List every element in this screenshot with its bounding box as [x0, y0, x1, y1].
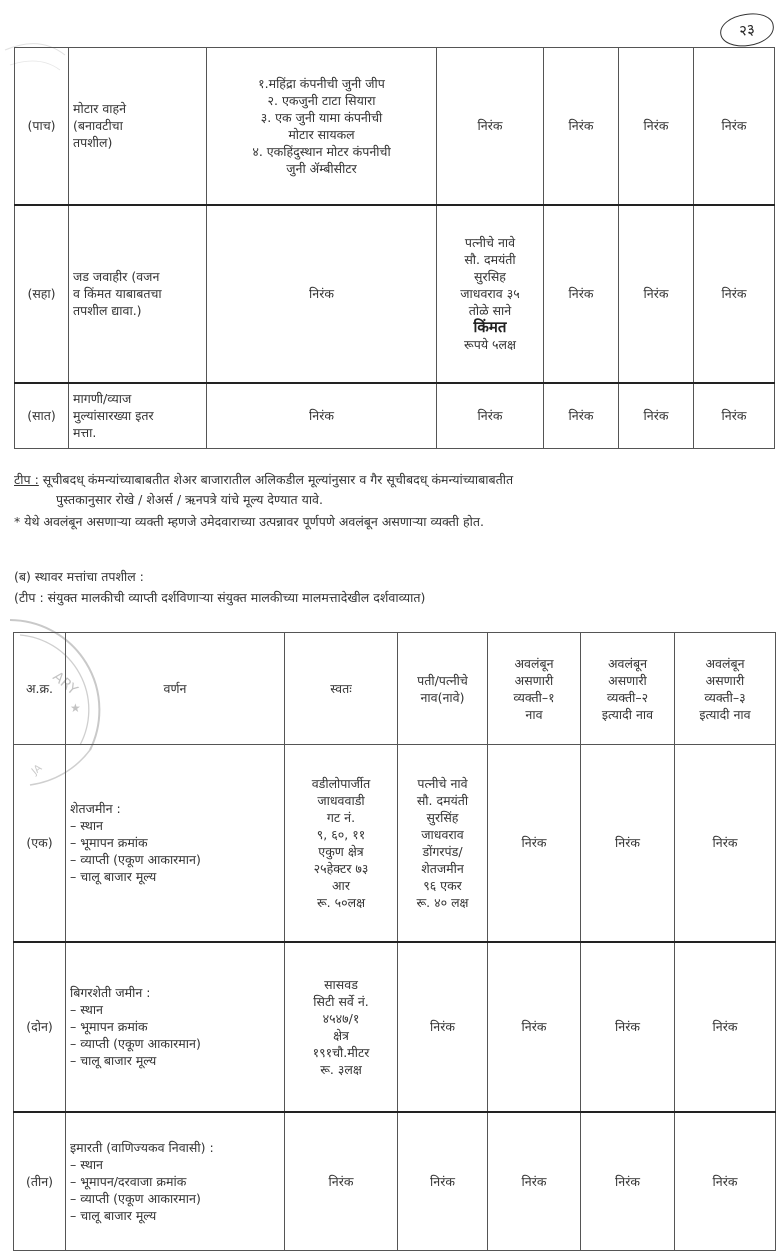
spouse-cell: पत्नीचे नावे सौ. दमयंती सुरसिंह जाधवराव डोंगरपंड/ शेतजमीन ९६ एकर रू. ४० लक्ष — [398, 745, 488, 942]
spouse-cell — [437, 205, 544, 383]
serial-cell: (सात) — [15, 383, 69, 449]
svg-text:JA: JA — [29, 762, 45, 778]
dependent2-cell: निरंक — [581, 1112, 675, 1251]
spouse-cell: निरंक — [398, 942, 488, 1112]
dependent3-cell: निरंक — [675, 745, 776, 942]
spouse-cell: निरंक — [437, 48, 544, 205]
dependent1-cell: निरंक — [488, 745, 581, 942]
serial-cell: (पाच) — [15, 48, 69, 205]
tip-line1: सूचीबदध् कंमन्यांच्याबाबतीत शेअर बाजारातील अलिकडील मूल्यांनुसार व गैर सूचीबदध् कंमन्यांच्याबाबतीत — [38, 472, 514, 487]
description-cell: मागणी/व्याज मुल्यांसारख्या इतर मत्ता. — [69, 383, 207, 449]
page-number: २३ — [718, 10, 776, 49]
header-row — [14, 633, 776, 745]
dependent1-cell: निरंक — [544, 205, 619, 383]
dependent1-cell: निरंक — [488, 1112, 581, 1251]
header-serial: अ.क्र. — [14, 633, 66, 745]
spouse-cell: निरंक — [398, 1112, 488, 1251]
tip-label: टीप : — [14, 472, 39, 487]
self-cell: वडीलोपार्जीत जाधववाडी गट नं. ९, ६०, ११ एकुण क्षेत्र २५हेक्टर ७३ आर रू. ५०लक्ष — [285, 745, 398, 942]
spouse-cell: निरंक — [437, 383, 544, 449]
dependent2-cell: निरंक — [619, 48, 694, 205]
movable-assets-table — [14, 47, 775, 449]
dependent1-cell: निरंक — [488, 942, 581, 1112]
description-cell: शेतजमीन : – स्थान – भूमापन क्रमांक – व्याप्ती (एकूण आकारमान) – चालू बाजार मूल्य — [66, 745, 285, 942]
svg-text:★: ★ — [70, 701, 81, 715]
spouse-value: रूपये ५लक्ष — [464, 337, 516, 352]
dependent2-cell: निरंक — [581, 942, 675, 1112]
table-row — [14, 1112, 776, 1251]
dependent1-cell: निरंक — [544, 383, 619, 449]
table-row — [15, 48, 775, 205]
self-cell: १.महिंद्रा कंपनीची जुनी जीप २. एकजुनी टाटा सियारा ३. एक जुनी यामा कंपनीची मोटार सायकल ४. एकहिंदुस्थान मोटर कंपनीची जुनी ॲम्बीसीटर — [207, 48, 437, 205]
serial-cell: (दोन) — [14, 942, 66, 1112]
header-dependent1: अवलंबून असणारी व्यक्ती–१ नाव — [488, 633, 581, 745]
serial-cell: (एक) — [14, 745, 66, 942]
serial-cell: (सहा) — [15, 205, 69, 383]
description-cell: जड जवाहीर (वजन व किंमत याबाबतचा तपशील द्यावा.) — [69, 205, 207, 383]
header-dependent3: अवलंबून असणारी व्यक्ती–३ इत्यादी नाव — [675, 633, 776, 745]
table-row — [15, 205, 775, 383]
dependent3-cell: निरंक — [694, 205, 775, 383]
dependent1-cell: निरंक — [544, 48, 619, 205]
table-row — [14, 942, 776, 1112]
dependent2-cell: निरंक — [619, 383, 694, 449]
section-b-title: (ब) स्थावर मत्तांचा तपशील : — [14, 569, 144, 584]
immovable-assets-table — [13, 632, 776, 1251]
dependent2-cell: निरंक — [619, 205, 694, 383]
self-cell: निरंक — [207, 205, 437, 383]
dependent3-cell: निरंक — [694, 383, 775, 449]
description-cell: इमारती (वाणिज्यकव निवासी) : – स्थान – भूमापन/दरवाजा क्रमांक – व्याप्ती (एकूण आकारमान) – चालू बाजार मूल्य — [66, 1112, 285, 1251]
table-row — [14, 745, 776, 942]
asterisk-note: * येथे अवलंबून असणाऱ्या व्यक्ती म्हणजे उमेदवाराच्या उत्पन्नावर पूर्णपणे अवलंबून असणाऱ्या व्यक्ती होत. — [14, 514, 484, 529]
table-row — [15, 383, 775, 449]
header-self: स्वतः — [285, 633, 398, 745]
self-cell: सासवड सिटी सर्वे नं. ४५४७/१ क्षेत्र १९१चौ.मीटर रू. ३लक्ष — [285, 942, 398, 1112]
self-cell: निरंक — [207, 383, 437, 449]
section-b-note: (टीप : संयुक्त मालकीची व्याप्ती दर्शविणाऱ्या संयुक्त मालकीच्या मालमत्तादेखील दर्शवाव्यात) — [14, 590, 426, 605]
description-cell: मोटार वाहने (बनावटीचा तपशील) — [69, 48, 207, 205]
spouse-value-label: किंमत — [473, 318, 507, 336]
header-description: वर्णन — [66, 633, 285, 745]
header-dependent2: अवलंबून असणारी व्यक्ती–२ इत्यादी नाव — [581, 633, 675, 745]
description-cell: बिगरशेती जमीन : – स्थान – भूमापन क्रमांक – व्याप्ती (एकूण आकारमान) – चालू बाजार मूल्य — [66, 942, 285, 1112]
self-cell: निरंक — [285, 1112, 398, 1251]
dependent2-cell: निरंक — [581, 745, 675, 942]
dependent3-cell: निरंक — [694, 48, 775, 205]
header-spouse: पती/पत्नीचे नाव(नावे) — [398, 633, 488, 745]
tip-note — [14, 470, 513, 490]
dependent3-cell: निरंक — [675, 1112, 776, 1251]
tip-line2: पुस्तकानुसार रोखे / शेअर्स / ऋनपत्रे यांचे मूल्य देण्यात यावे. — [56, 492, 323, 507]
spouse-jewellery-details: पत्नीचे नावे सौ. दमयंती सुरसिह जाधवराव ३५ तोळे साने — [460, 235, 520, 318]
serial-cell: (तीन) — [14, 1112, 66, 1251]
svg-text:ARY: ARY — [49, 668, 81, 699]
dependent3-cell: निरंक — [675, 942, 776, 1112]
